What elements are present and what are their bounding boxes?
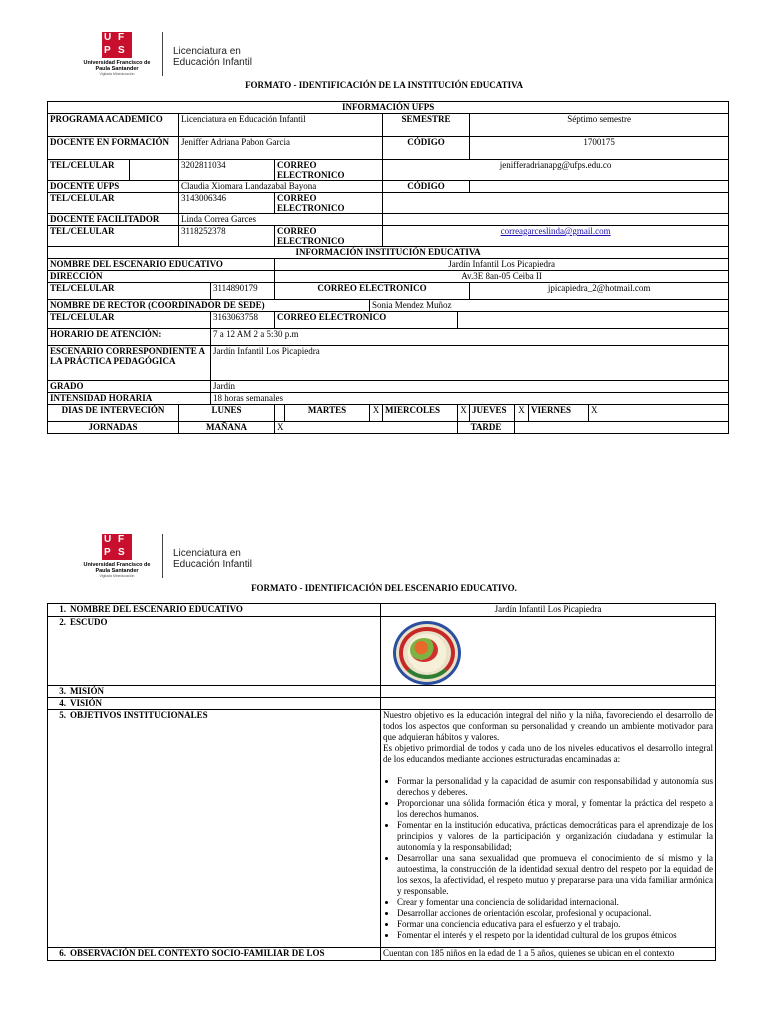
horario-value: 7 a 12 AM 2 a 5:30 p.m xyxy=(211,329,729,346)
tel-label: TEL/CELULAR xyxy=(48,193,179,214)
correo-label: CORREO ELECTRONICO xyxy=(275,283,470,300)
vision-value xyxy=(381,698,716,710)
tel-value: 3118252378 xyxy=(179,226,275,247)
correo-label: CORREO ELECTRONICO xyxy=(275,226,383,247)
ufps-logo-header xyxy=(78,32,252,76)
grado-value: Jardín xyxy=(211,381,729,393)
correo-label: CORREO ELECTRONICO xyxy=(275,160,383,181)
tel-value: 3114890179 xyxy=(211,283,275,300)
list-item: • Formar la personalidad y la capacidad de asumir con responsabilidad y autonomía sus derechos y deberes. xyxy=(397,776,713,798)
day-lunes-mark[interactable] xyxy=(275,405,285,422)
docente-value: Jeniffer Adriana Pabon Garcia xyxy=(179,137,383,160)
list-item: • Desarrollar acciones de orientación escolar, profesional y ocupacional. xyxy=(397,908,713,919)
grado-label: GRADO xyxy=(48,381,211,393)
docente-label: DOCENTE EN FORMACIÓN xyxy=(48,137,179,160)
correo-value xyxy=(383,226,729,247)
tel-label: TEL/CELULAR xyxy=(48,226,179,247)
list-item: • Fomentar en la institución educativa, prácticas democráticas para el aprendizaje de los principios y valores de la participación y organización ciudadana y estimular la autonomía y la responsabilidad; xyxy=(397,820,713,853)
ufps-logo-header xyxy=(78,534,252,578)
day-jueves-label: JUEVES xyxy=(470,405,515,422)
correo-value xyxy=(458,312,729,329)
doc1-title: FORMATO - IDENTIFICACIÓN DE LA INSTITUCIÓN EDUCATIVA xyxy=(245,80,523,90)
dias-label: DIAS DE INTERVECIÓN xyxy=(48,405,179,422)
jornadas-label: JORNADAS xyxy=(48,422,179,434)
tel-label: TEL/CELULAR xyxy=(48,283,211,300)
codigo-label: CÓDIGO xyxy=(383,137,470,160)
logo-tagline: Vigilada Mineducación xyxy=(99,574,135,578)
row-label: 5. OBJETIVOS INSTITUCIONALES xyxy=(48,710,381,948)
list-item: • Proporcionar una sólida formación ética y moral, y fomentar la práctica del respeto a los derechos humanos. xyxy=(397,798,713,820)
escenario-practica-value: Jardín Infantil Los Picapiedra xyxy=(211,346,729,381)
codigo2-value xyxy=(470,181,729,193)
ufps-shield-icon: U F P S xyxy=(102,32,132,58)
list-item: • Fomentar el interés y el respeto por la identidad cultural de los grupos étnicos xyxy=(397,930,713,941)
tarde-label: TARDE xyxy=(458,422,515,434)
escenario-label: NOMBRE DEL ESCENARIO EDUCATIVO xyxy=(48,259,275,271)
ufps-logo-mark xyxy=(78,534,156,578)
correo-value xyxy=(383,193,729,214)
scenario-table xyxy=(47,603,716,961)
intensidad-value: 18 horas semanales xyxy=(211,393,729,405)
institution-table xyxy=(47,101,729,434)
row-label: 1. NOMBRE DEL ESCENARIO EDUCATIVO xyxy=(48,604,381,617)
logo-tagline: Vigilada Mineducación xyxy=(99,72,135,76)
direccion-value: Av.3E 8an-05 Ceiba II xyxy=(275,271,729,283)
school-shield-image xyxy=(393,621,461,685)
list-item: • Crear y fomentar una conciencia de solidaridad internacional. xyxy=(397,897,713,908)
objetivos-intro-1: Nuestro objetivo es la educación integral del niño y la niña, favoreciendo el desarrollo de todos los aspectos que conforman su personalidad y creando un ambiente motivador para que adquieran hábitos y valores. xyxy=(383,710,713,742)
program-logo-text: Licenciatura en Educación Infantil xyxy=(173,548,252,570)
horario-label: HORARIO DE ATENCIÓN: xyxy=(48,329,211,346)
tel-value: 3143006346 xyxy=(179,193,275,214)
shield-emblem-icon xyxy=(410,638,438,662)
intensidad-label: INTENSIDAD HORARIA xyxy=(48,393,211,405)
ufps-logo-mark xyxy=(78,32,156,76)
docente-ufps-label: DOCENTE UFPS xyxy=(48,181,179,193)
row-label: 3. MISIÓN xyxy=(48,686,381,698)
rector-value: Sonia Mendez Muñoz xyxy=(370,300,729,312)
facilitador-label: DOCENTE FACILITADOR xyxy=(48,214,179,226)
row-value: Cuentan con 185 niños en la edad de 1 a 5 años, quienes se ubican en el contexto xyxy=(381,948,716,961)
day-viernes-mark[interactable]: X xyxy=(589,405,729,422)
program-logo-text: Licenciatura en Educación Infantil xyxy=(173,46,252,68)
tarde-mark[interactable] xyxy=(515,422,729,434)
manana-mark[interactable]: X xyxy=(275,422,458,434)
doc2-title: FORMATO - IDENTIFICACIÓN DEL ESCENARIO EDUCATIVO. xyxy=(251,583,517,593)
row-label: 2. ESCUDO xyxy=(48,617,381,686)
tel-value: 3163063758 xyxy=(211,312,275,329)
rector-label: NOMBRE DE RECTOR (COORDINADOR DE SEDE) xyxy=(48,300,370,312)
ufps-shield-icon: U F P S xyxy=(102,534,132,560)
row-label: 4. VISIÓN xyxy=(48,698,381,710)
codigo-value: 1700175 xyxy=(470,137,729,160)
day-viernes-label: VIERNES xyxy=(529,405,589,422)
escenario-value: Jardín Infantil Los Picapiedra xyxy=(275,259,729,271)
list-item: • Desarrollar una sana sexualidad que promueva el conocimiento de sí mismo y la autoestima, la construcción de la identidad sexual dentro del respeto por la equidad de los sexos, la afectividad, el respeto mutuo y prepararse para una vida familiar armónica y responsable. xyxy=(397,853,713,897)
codigo2-label: CÓDIGO xyxy=(383,181,470,193)
semestre-value: Séptimo semestre xyxy=(470,114,729,137)
list-item: • Formar una conciencia educativa para el esfuerzo y el trabajo. xyxy=(397,919,713,930)
escenario-practica-label: ESCENARIO CORRESPONDIENTE A LA PRÁCTICA PEDAGÓGICA xyxy=(48,346,211,381)
row-value: Jardín Infantil Los Picapiedra xyxy=(381,604,716,617)
day-miercoles-label: MIERCOLES xyxy=(383,405,458,422)
university-name: Universidad Francisco de Paula Santander xyxy=(83,562,151,574)
correo-value: jpicapiedra_2@hotmail.com xyxy=(470,283,729,300)
objetivos-intro-2: Es objetivo primordial de todos y cada uno de los niveles educativos el desarrollo integral de los educandos mediante acciones estructuradas encaminadas a: xyxy=(383,743,713,764)
day-miercoles-mark[interactable]: X xyxy=(458,405,470,422)
manana-label: MAÑANA xyxy=(179,422,275,434)
programa-label: PROGRAMA ACADEMICO xyxy=(48,114,179,137)
tel-label: TEL/CELULAR xyxy=(48,160,130,181)
row-label: 6. OBSERVACIÓN DEL CONTEXTO SOCIO-FAMILIAR DE LOS xyxy=(48,948,381,961)
day-jueves-mark[interactable]: X xyxy=(515,405,529,422)
empty-cell xyxy=(383,214,729,226)
escudo-cell xyxy=(381,617,716,686)
day-martes-label: MARTES xyxy=(285,405,370,422)
correo-label: CORREO ELECTRONICO xyxy=(275,193,383,214)
section-header-ufps: INFORMACIÓN UFPS xyxy=(48,102,729,114)
day-lunes-label: LUNES xyxy=(179,405,275,422)
docente-ufps-value: Claudia Xiomara Landazabal Bayona xyxy=(179,181,383,193)
objetivos-list xyxy=(383,776,713,941)
mision-value xyxy=(381,686,716,698)
direccion-label: DIRECCIÓN xyxy=(48,271,275,283)
facilitador-value: Linda Correa Garces xyxy=(179,214,383,226)
correo-label: CORREO ELECTRONICO xyxy=(275,312,458,329)
correo-value: jenifferadrianapg@ufps.edu.co xyxy=(383,160,729,181)
logo-divider xyxy=(162,32,163,76)
objetivos-cell xyxy=(381,710,716,948)
programa-value: Licenciatura en Educación Infantil xyxy=(179,114,383,137)
facilitador-email-link[interactable]: correagarceslinda@gmail.com xyxy=(500,226,611,236)
tel-label: TEL/CELULAR xyxy=(48,312,211,329)
empty-cell xyxy=(130,160,179,181)
semestre-label: SEMESTRE xyxy=(383,114,470,137)
university-name: Universidad Francisco de Paula Santander xyxy=(83,60,151,72)
logo-divider xyxy=(162,534,163,578)
tel-value: 3202811034 xyxy=(179,160,275,181)
day-martes-mark[interactable]: X xyxy=(370,405,383,422)
section-header-institution: INFORMACIÓN INSTITUCIÓN EDUCATIVA xyxy=(48,247,729,259)
